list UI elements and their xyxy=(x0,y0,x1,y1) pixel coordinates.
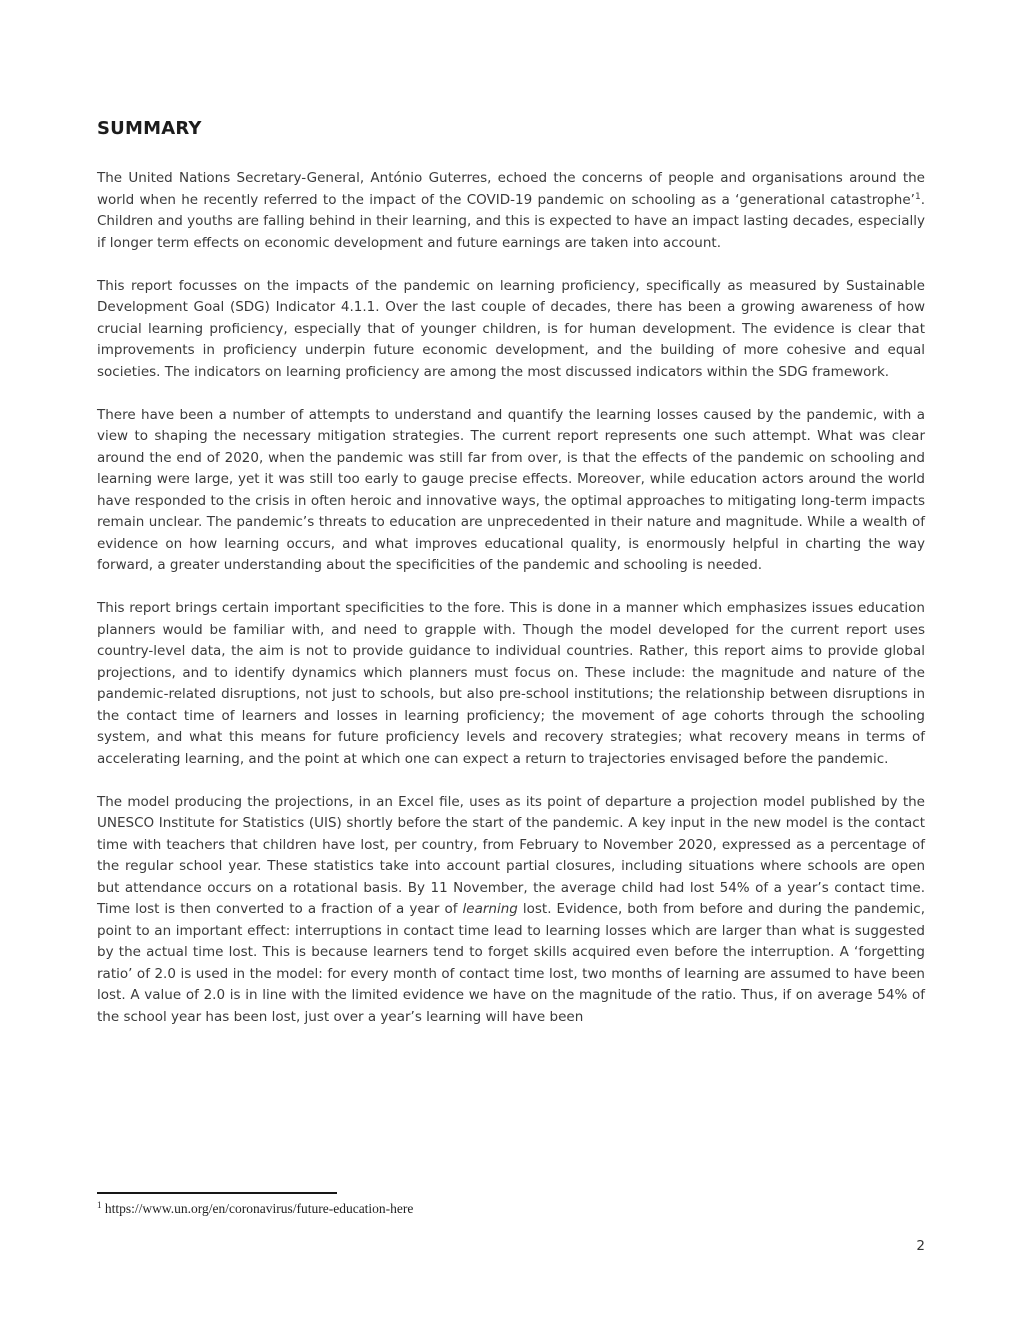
paragraph-5-italic-word: learning xyxy=(462,901,518,917)
summary-heading: SUMMARY xyxy=(97,118,202,139)
paragraph-1 xyxy=(97,168,925,254)
paragraph-5 xyxy=(97,792,925,1029)
paragraph-1-text-before-ref: The United Nations Secretary-General, António Guterres, echoed the concerns of people and organisations around the world when he recently referred to the impact of the COVID-19 pandemic on schooling as a ‘generational catastrophe’ xyxy=(97,170,925,208)
page-content xyxy=(97,116,925,1028)
paragraph-3: There have been a number of attempts to understand and quantify the learning losses caused by the pandemic, with a view to shaping the necessary mitigation strategies. The current report represents one such attempt. What was clear around the end of 2020, when the pandemic was still far from over, is that the effects of the pandemic on schooling and learning were large, yet it was still too early to gauge precise effects. Moreover, while education actors around the world have responded to the crisis in often heroic and innovative ways, the optimal approaches to mitigating long-term impacts remain unclear. The pandemic’s threats to education are unprecedented in their nature and magnitude. While a wealth of evidence on how learning occurs, and what improves educational quality, is enormously helpful in charting the way forward, a greater understanding about the specificities of the pandemic and schooling is needed. xyxy=(97,406,925,573)
paragraph-4: This report brings certain important specificities to the fore. This is done in a manner which emphasizes issues education planners would be familiar with, and need to grapple with. Though the model developed for the current report uses country-level data, the aim is not to provide guidance to individual countries. Rather, this report aims to provide global projections, and to identify dynamics which planners must focus on. These include: the magnitude and nature of the pandemic-related disruptions, not just to schools, but also pre-school institutions; the relationship between disruptions in the contact time of learners and losses in learning proficiency; the movement of age cohorts through the schooling system, and what this means for future proficiency levels and recovery strategies; what recovery means in terms of accelerating learning, and the point at which one can expect a return to trajectories envisaged before the pandemic. xyxy=(97,600,925,767)
footnote-separator xyxy=(97,1192,337,1194)
page-number: 2 xyxy=(916,1238,925,1254)
paragraph-2: This report focusses on the impacts of the pandemic on learning proficiency, specifically as measured by Sustainable Development Goal (SDG) Indicator 4.1.1. Over the last couple of decades, there has been a growing awareness of how crucial learning proficiency, especially that of younger children, is for human development. The evidence is clear that improvements in proficiency underpin future economic development, and the building of more cohesive and equal societies. The indicators on learning proficiency are among the most discussed indicators within the SDG framework. xyxy=(97,277,925,380)
footnote-reference-1: 1 xyxy=(914,191,921,202)
footnote-marker: 1 xyxy=(97,1200,102,1210)
paragraph-5-text-after-italic: lost. Evidence, both from before and during the pandemic, point to an important effect: interruptions in contact time lead to learning losses which are larger than what is suggested by the actual time lost. This is because learners tend to forget skills acquired even before the interruption. A ‘forgetting ratio’ of 2.0 is used in the model: for every month of contact time lost, two months of learning are assumed to have been lost. A value of 2.0 is in line with the limited evidence we have on the magnitude of the ratio. Thus, if on average 54% of the school year has been lost, just over a year’s learning will have been xyxy=(97,901,925,1025)
paragraph-1-text-after-ref: . Children and youths are falling behind in their learning, and this is expected to have an impact lasting decades, especially if longer term effects on economic development and future earnings are taken into account. xyxy=(97,191,925,251)
footnote xyxy=(97,1200,925,1218)
footnote-url[interactable]: https://www.un.org/en/coronavirus/future-education-here xyxy=(104,1201,414,1216)
paragraph-5-text-before-italic: The model producing the projections, in an Excel file, uses as its point of departure a projection model published by the UNESCO Institute for Statistics (UIS) shortly before the start of the pandemic. A key input in the new model is the contact time with teachers that children have lost, per country, from February to November 2020, expressed as a percentage of the regular school year. These statistics take into account partial closures, including situations where schools are open but attendance occurs on a rotational basis. By 11 November, the average child had lost 54% of a year’s contact time. Time lost is then converted to a fraction of a year of xyxy=(97,793,925,917)
